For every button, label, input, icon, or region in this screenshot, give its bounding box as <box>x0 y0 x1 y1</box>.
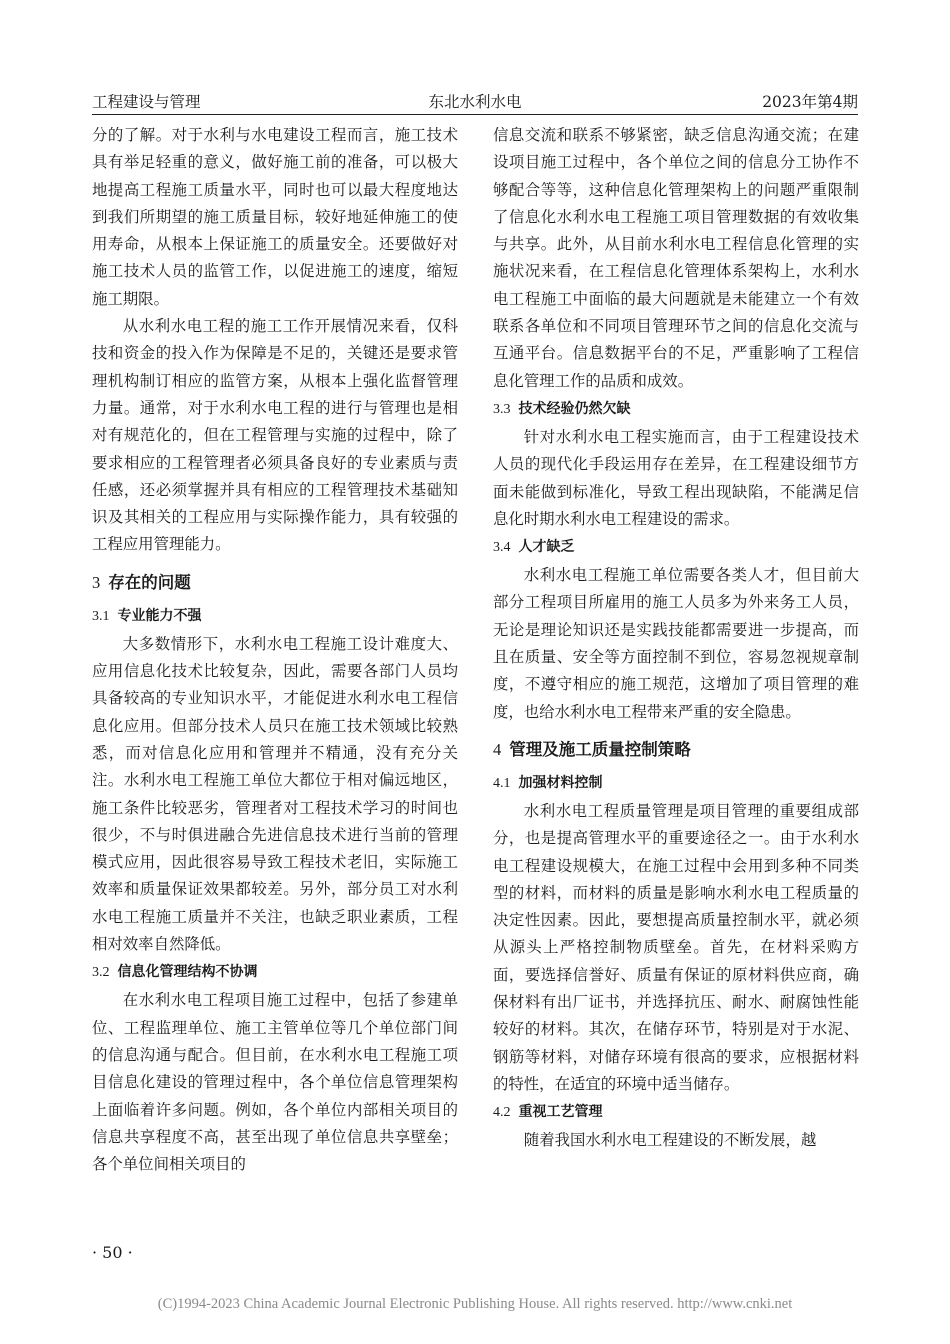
subsection-heading-4-1 <box>493 770 859 797</box>
subsection-title: 人才缺乏 <box>518 539 575 556</box>
section-title: 管理及施工质量控制策略 <box>509 739 691 759</box>
paragraph: 水利水电工程质量管理是项目管理的重要组成部分，也是提高管理水平的重要途径之一。由于水利水电工程建设规模大，在施工过程中会用到多种不同类型的材料，而材料的质量是影响水利水电工程质量的决定性因素。因此，要想提高质量控制水平，就必须从源头上严格控制物质壁垒。首先，在材料采购方面，要选择信誉好、质量有保证的原材料供应商，确保材料有出厂证书，并选择抗压、耐水、耐腐蚀性能较好的材料。其次，在储存环节，特别是对于水泥、钢筋等材料，对储存环境有很高的要求，应根据材料的特性，在适宜的环境中适当储存。 <box>493 801 859 1093</box>
header-issue: 2023年第4期 <box>762 93 858 111</box>
subsection-heading-3-3 <box>493 396 859 423</box>
section-heading-4 <box>493 737 859 763</box>
right-column <box>493 122 859 1155</box>
paragraph: 大多数情形下，水利水电工程施工设计难度大、应用信息化技术比较复杂，因此，需要各部门人员均具备较高的专业知识水平，才能促进水利水电工程信息化应用。但部分技术人员只在施工技术领域比较熟悉，而对信息化应用和管理并不精通，没有充分关注。水利水电工程施工单位大都位于相对偏远地区，施工条件比较恶劣，管理者对工程技术学习的时间也很少，不与时俱进融合先进信息技术进行当前的管理模式应用，因此很容易导致工程技术老旧，实际施工效率和质量保证效果都较差。另外，部分员工对水利水电工程施工质量并不关注，也缺乏职业素质，工程相对效率自然降低。 <box>92 634 458 954</box>
paragraph: 在水利水电工程项目施工过程中，包括了参建单位、工程监理单位、施工主管单位等几个单位部门间的信息沟通与配合。但目前，在水利水电工程施工项目信息化建设的管理过程中，各个单位信息管理架构上面临着许多问题。例如，各个单位内部相关项目的信息共享程度不高，甚至出现了单位信息共享壁垒；各个单位间相关项目的 <box>92 991 458 1174</box>
section-title: 存在的问题 <box>108 572 191 592</box>
section-heading-3 <box>92 570 458 596</box>
header-journal-name: 东北水利水电 <box>428 93 522 111</box>
subsection-title: 技术经验仍然欠缺 <box>518 400 631 417</box>
running-header <box>92 86 858 115</box>
subsection-number: 4.2 <box>493 1105 511 1121</box>
subsection-title: 信息化管理结构不协调 <box>117 964 258 981</box>
header-section-label: 工程建设与管理 <box>92 93 201 111</box>
subsection-heading-3-2 <box>92 959 458 986</box>
paragraph: 水利水电工程施工单位需要各类人才，但目前大部分工程项目所雇用的施工人员多为外来务工人员，无论是理论知识还是实践技能都需要进一步提高，而且在质量、安全等方面控制不到位，容易忽视规章制度，不遵守相应的施工规范，这增加了项目管理的难度，也给水利水电工程带来严重的安全隐患。 <box>493 566 859 721</box>
subsection-number: 3.3 <box>493 401 511 417</box>
subsection-number: 3.1 <box>92 608 110 624</box>
subsection-heading-3-1 <box>92 603 458 630</box>
left-column <box>92 122 458 1178</box>
paragraph: 针对水利水电工程实施而言，由于工程建设技术人员的现代化手段运用存在差异，在工程建设细节方面未能做到标准化，导致工程出现缺陷，不能满足信息化时期水利水电工程建设的需求。 <box>493 427 859 528</box>
subsection-title: 重视工艺管理 <box>518 1104 603 1121</box>
subsection-title: 加强材料控制 <box>518 774 603 791</box>
paragraph: 从水利水电工程的施工工作开展情况来看，仅科技和资金的投入作为保障是不足的，关键还是要求管理机构制订相应的监管方案，从根本上强化监督管理力量。通常，对于水利水电工程的进行与管理也是相对有规范化的，但在工程管理与实施的过程中，除了要求相应的工程管理者必须具备良好的专业素质与责任感，还必须掌握并具有相应的工程管理技术基础知识及其相关的工程应用与实际操作能力，具有较强的工程应用管理能力。 <box>92 317 458 554</box>
paragraph: 信息交流和联系不够紧密，缺乏信息沟通交流；在建设项目施工过程中，各个单位之间的信息分工协作不够配合等等，这种信息化管理架构上的问题严重限制了信息化水利水电工程施工项目管理数据的有效收集与共享。此外，从目前水利水电工程信息化管理的实施状况来看，在工程信息化管理体系架构上，水利水电工程施工中面临的最大问题就是未能建立一个有效联系各单位和不同项目管理环节之间的信息化交流与互通平台。信息数据平台的不足，严重影响了工程信息化管理工作的品质和成效。 <box>493 126 859 390</box>
subsection-number: 3.2 <box>92 965 110 981</box>
section-number: 3 <box>92 572 101 592</box>
paragraph: 随着我国水利水电工程建设的不断发展，越 <box>523 1131 817 1150</box>
subsection-title: 专业能力不强 <box>117 607 202 624</box>
copyright-footer: (C)1994-2023 China Academic Journal Electronic Publishing House. All rights reserved. http://www.cnki.net <box>157 1296 793 1312</box>
subsection-heading-4-2 <box>493 1099 859 1126</box>
section-number: 4 <box>493 739 502 759</box>
subsection-number: 4.1 <box>493 775 511 791</box>
paragraph: 分的了解。对于水利与水电建设工程而言，施工技术具有举足轻重的意义，做好施工前的准备，可以极大地提高工程施工质量水平，同时也可以最大程度地达到我们所期望的施工质量目标，较好地延伸施工的使用寿命，从根本上保证施工的质量安全。还要做好对施工技术人员的监管工作，以促进施工的速度，缩短施工期限。 <box>92 126 458 308</box>
page-number: · 50 · <box>92 1243 133 1262</box>
subsection-heading-3-4 <box>493 534 859 561</box>
subsection-number: 3.4 <box>493 540 511 556</box>
